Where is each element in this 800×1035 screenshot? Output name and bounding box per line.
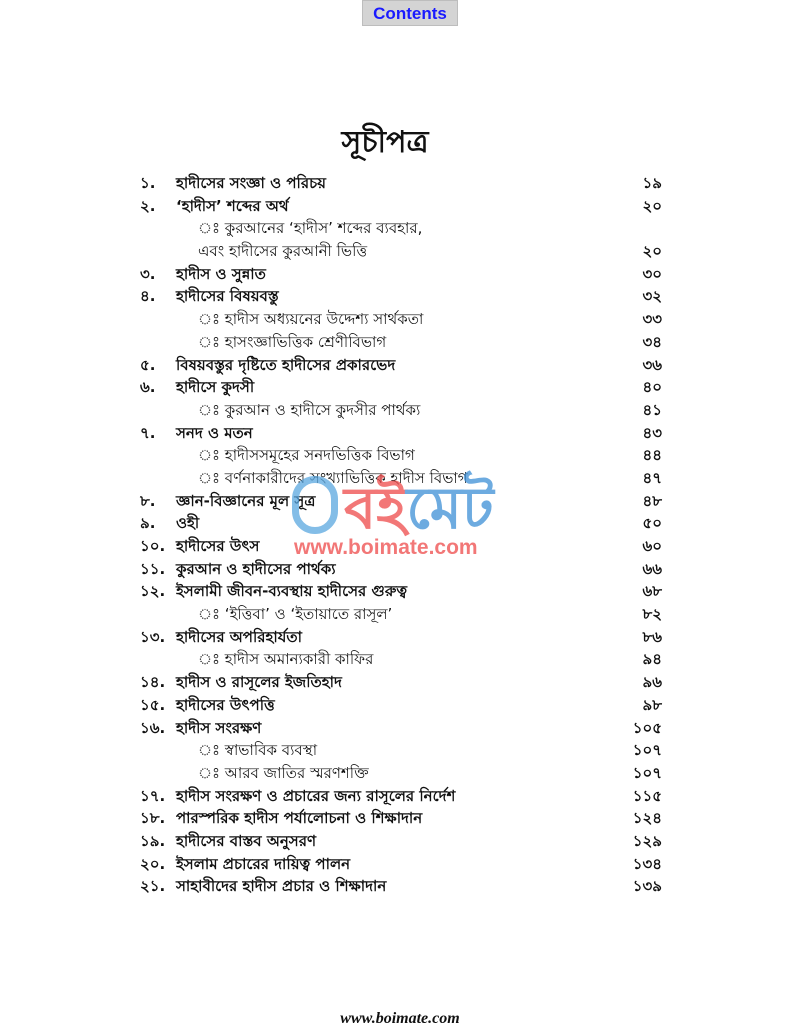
entry-title: ঃ হাদীস অধ্যয়নের উদ্দেশ্য সার্থকতা (198, 310, 424, 329)
entry-title: হাদীস সংরক্ষণ ও প্রচারের জন্য রাসূলের নির্দেশ (176, 786, 456, 805)
entry-page: ৯৪ (642, 650, 662, 669)
entry-title: হাদীস সংরক্ষণ (176, 718, 262, 737)
entry-title: ঃ হাদীস অমান্যকারী কাফির (198, 650, 374, 669)
entry-page: ৪৪ (642, 446, 662, 465)
toc-entry[interactable] (140, 717, 662, 740)
entry-number: ১৮. (140, 809, 166, 828)
entry-page: ১০৭ (632, 763, 662, 782)
toc-subentry[interactable] (140, 240, 662, 263)
entry-title: হাদীস ও সুন্নাত (176, 264, 266, 283)
toc-entry[interactable] (140, 785, 662, 808)
entry-number: ২. (140, 196, 156, 215)
contents-button[interactable]: Contents (362, 0, 458, 26)
entry-page: ৪৭ (642, 468, 662, 487)
logo-part-2: মেট (406, 474, 494, 542)
entry-title: ঃ কুরআনের ‘হাদীস’ শব্দের ব্যবহার, (198, 219, 423, 238)
entry-number: ৮. (140, 491, 156, 510)
entry-title: ইসলামী জীবন-ব্যবস্থায় হাদীসের গুরুত্ব (176, 582, 407, 601)
entry-title: জ্ঞান-বিজ্ঞানের মূল সূত্র (176, 491, 316, 510)
table-of-contents (140, 172, 662, 898)
entry-page: ৪০ (642, 378, 662, 397)
toc-subentry[interactable] (140, 762, 662, 785)
entry-title: হাদীসে কুদসী (176, 378, 255, 397)
toc-entry[interactable] (140, 422, 662, 445)
toc-entry[interactable] (140, 626, 662, 649)
entry-number: ২০. (140, 854, 166, 873)
entry-page: ৫০ (642, 514, 662, 533)
entry-page: ৯৬ (642, 673, 662, 692)
toc-subentry[interactable] (140, 308, 662, 331)
toc-subentry[interactable] (140, 217, 662, 240)
entry-number: ৬. (140, 378, 156, 397)
entry-number: ১৪. (140, 673, 166, 692)
entry-number: ৯. (140, 514, 156, 533)
entry-title: ‘হাদীস’ শব্দের অর্থ (176, 196, 289, 215)
entry-title: পারস্পরিক হাদীস পর্যালোচনা ও শিক্ষাদান (176, 809, 423, 828)
toc-entry[interactable] (140, 285, 662, 308)
entry-number: ১০. (140, 537, 166, 555)
entry-number: ১১. (140, 559, 166, 578)
entry-number: ২১. (140, 877, 166, 896)
entry-title: হাদীস ও রাসূলের ইজতিহাদ (176, 673, 342, 692)
entry-page: ১১৫ (632, 786, 662, 805)
entry-title: হাদীসের বিষয়বস্তু (176, 287, 279, 306)
entry-number: ৭. (140, 423, 156, 442)
entry-title: সাহাবীদের হাদীস প্রচার ও শিক্ষাদান (176, 877, 387, 896)
entry-title: এবং হাদীসের কুরআনী ভিত্তি (198, 242, 368, 261)
entry-page: ২০ (642, 242, 662, 261)
toc-entry[interactable] (140, 354, 662, 377)
entry-page: ৩৪ (642, 332, 662, 351)
entry-page: ২০ (642, 196, 662, 215)
entry-number: ৫. (140, 355, 156, 374)
toc-entry[interactable] (140, 512, 662, 535)
entry-title: হাদীসের বাস্তব অনুসরণ (176, 831, 317, 850)
toc-entry[interactable] (140, 195, 662, 218)
entry-page: ৩২ (642, 287, 662, 306)
entry-page: ১৯ (642, 174, 662, 192)
toc-entry[interactable] (140, 875, 662, 898)
toc-entry[interactable] (140, 490, 662, 513)
entry-page: ৬০ (642, 537, 662, 555)
toc-entry[interactable] (140, 671, 662, 694)
entry-number: ১৫. (140, 695, 166, 714)
entry-title: ঃ কুরআন ও হাদীসে কুদসীর পার্থক্য (198, 400, 421, 419)
entry-title: ঃ ‘ইত্তিবা’ ও ‘ইতায়াতে রাসূল’ (198, 605, 393, 624)
entry-title: ওহী (176, 514, 200, 533)
watermark-url: www.boimate.com (294, 536, 478, 559)
toc-entry[interactable] (140, 853, 662, 876)
entry-title: ইসলাম প্রচারের দায়িত্ব পালন (176, 854, 351, 873)
entry-title: হাদীসের অপরিহার্যতা (176, 627, 303, 646)
entry-page: ৬৬ (642, 559, 662, 578)
toc-subentry[interactable] (140, 603, 662, 626)
toc-entry[interactable] (140, 807, 662, 830)
entry-title: হাদীসের উৎস (176, 537, 260, 555)
entry-number: ১৭. (140, 786, 166, 805)
toc-subentry[interactable] (140, 739, 662, 762)
entry-number: ৩. (140, 264, 156, 283)
entry-page: ১২৪ (632, 809, 662, 828)
footer-url: www.boimate.com (340, 1010, 460, 1027)
entry-page: ৪১ (642, 400, 662, 419)
entry-page: ১৩৯ (632, 877, 662, 896)
toc-entry[interactable] (140, 376, 662, 399)
entry-page: ৯৮ (642, 695, 662, 714)
entry-page: ৩৬ (642, 355, 662, 374)
toc-entry[interactable] (140, 830, 662, 853)
entry-title: হাদীসের সংজ্ঞা ও পরিচয় (176, 174, 327, 192)
logo-part-1: বই (344, 474, 407, 542)
entry-number: ১২. (140, 582, 166, 601)
entry-page: ৬৮ (642, 582, 662, 601)
page-title: সূচীপত্র (341, 125, 429, 160)
entry-title: ঃ বর্ণনাকারীদের সংখ্যাভিত্তিক হাদীস বিভাগ (198, 468, 468, 487)
entry-number: ১৯. (140, 831, 166, 850)
toc-subentry[interactable] (140, 648, 662, 671)
toc-entry[interactable] (140, 580, 662, 603)
toc-subentry[interactable] (140, 331, 662, 354)
entry-page: ৮২ (642, 605, 662, 624)
entry-number: ৪. (140, 287, 156, 306)
entry-page: ৪৩ (642, 423, 662, 442)
entry-page: ৩৩ (642, 310, 662, 329)
toc-subentry[interactable] (140, 444, 662, 467)
entry-page: ১০৫ (632, 718, 662, 737)
entry-title: ঃ স্বাভাবিক ব্যবস্থা (198, 741, 318, 760)
entry-title: ঃ আরব জাতির স্মরণশক্তি (198, 763, 369, 782)
entry-page: ৪৮ (642, 491, 662, 510)
entry-number: ১৩. (140, 627, 166, 646)
toc-subentry[interactable] (140, 399, 662, 422)
entry-page: ১০৭ (632, 741, 662, 760)
toc-subentry[interactable] (140, 467, 662, 490)
entry-page: ১২৯ (632, 831, 662, 850)
entry-title: হাদীসের উৎপত্তি (176, 695, 275, 714)
toc-entry[interactable] (140, 172, 662, 195)
entry-number: ১. (140, 174, 156, 192)
entry-page: ১৩৪ (632, 854, 662, 873)
entry-page: ৩০ (642, 264, 662, 283)
toc-entry[interactable] (140, 535, 662, 558)
entry-title: ঃ হাদীসসমূহের সনদভিত্তিক বিভাগ (198, 446, 415, 465)
entry-page: ৮৬ (642, 627, 662, 646)
entry-title: কুরআন ও হাদীসের পার্থক্য (176, 559, 336, 578)
entry-title: ঃ হাসংজ্ঞাভিত্তিক শ্রেণীবিভাগ (198, 332, 387, 351)
toc-entry[interactable] (140, 558, 662, 581)
entry-title: সনদ ও মতন (176, 423, 253, 442)
entry-title: বিষয়বস্তুর দৃষ্টিতে হাদীসের প্রকারভেদ (176, 355, 396, 374)
toc-entry[interactable] (140, 263, 662, 286)
toc-entry[interactable] (140, 694, 662, 717)
entry-number: ১৬. (140, 718, 166, 737)
